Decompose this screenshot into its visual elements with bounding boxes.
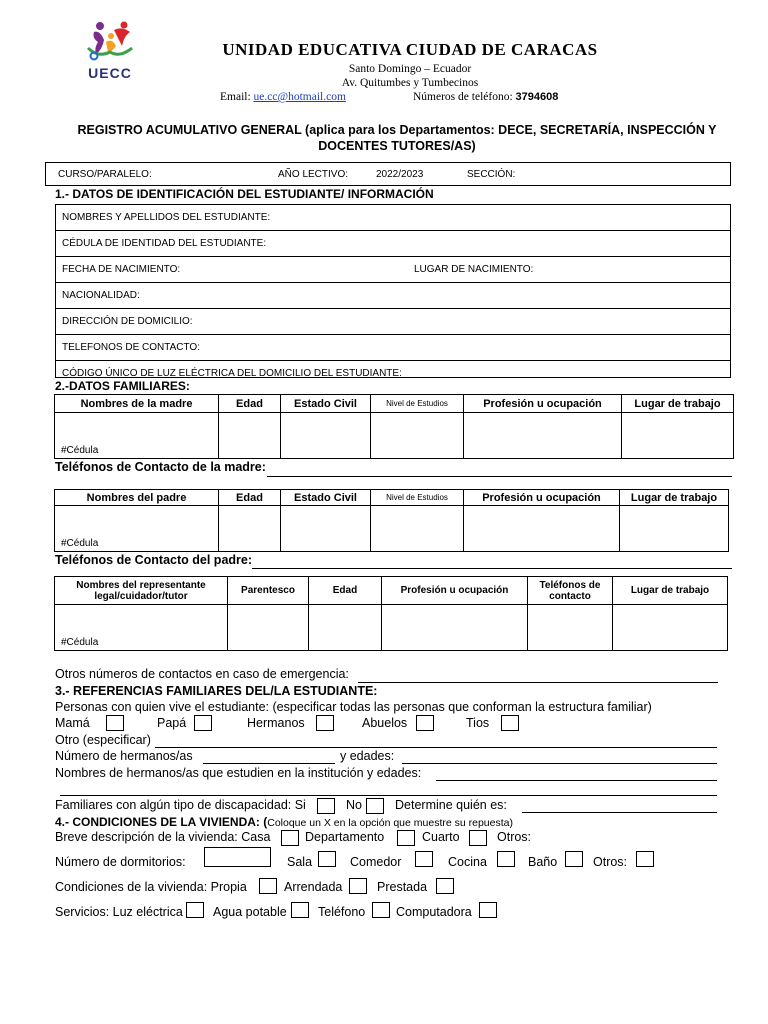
section2-title: 2.-DATOS FAMILIARES: — [55, 379, 190, 393]
agua-label: Agua potable — [213, 905, 287, 919]
mama-checkbox[interactable] — [106, 715, 124, 731]
anio-label: AÑO LECTIVO: — [278, 169, 349, 180]
section4-note: Coloque un X en la opción que muestre su repuesta) — [267, 817, 513, 829]
mother-estado-cell[interactable] — [281, 413, 371, 459]
father-col-estado: Estado Civil — [281, 490, 371, 506]
sala-label: Sala — [287, 855, 313, 869]
discapacidad-no-checkbox[interactable] — [366, 798, 384, 814]
comedor-label: Comedor — [350, 855, 402, 869]
casa-checkbox[interactable] — [281, 830, 299, 846]
propia-checkbox[interactable] — [259, 878, 277, 894]
father-col-nivel: Nivel de Estudios — [371, 490, 464, 506]
condiciones-label: Condiciones de la vivienda: Propia — [55, 880, 247, 894]
emergency-line[interactable] — [358, 682, 718, 683]
extra-line[interactable] — [60, 795, 717, 796]
prestada-checkbox[interactable] — [436, 878, 454, 894]
edades-label: y edades: — [340, 749, 395, 763]
computadora-label: Computadora — [396, 905, 472, 919]
dormitorios-input[interactable] — [204, 847, 271, 867]
papa-checkbox[interactable] — [194, 715, 212, 731]
father-estado-cell[interactable] — [281, 506, 371, 552]
logo-text: UECC — [88, 65, 132, 81]
edades-line[interactable] — [402, 763, 717, 764]
father-nivel-cell[interactable] — [371, 506, 464, 552]
rep-col-lugar: Lugar de trabajo — [613, 577, 728, 605]
field-telefonos[interactable]: TELEFONOS DE CONTACTO: — [56, 334, 730, 360]
opt-mama-label: Mamá — [55, 716, 90, 730]
luz-checkbox[interactable] — [186, 902, 204, 918]
lugar-nacimiento-label: LUGAR DE NACIMIENTO: — [414, 264, 534, 275]
email-label: Email: — [220, 91, 251, 103]
bano-checkbox[interactable] — [565, 851, 583, 867]
emergency-label: Otros números de contactos en caso de emergencia: — [55, 667, 349, 681]
father-edad-cell[interactable] — [219, 506, 281, 552]
nombres-hermanos-label: Nombres de hermanos/as que estudien en la institución y edades: — [55, 766, 422, 780]
rep-col-edad: Edad — [309, 577, 382, 605]
dormitorios-label: Número de dormitorios: — [55, 855, 186, 869]
bano-label: Baño — [528, 855, 558, 869]
field-nombres[interactable]: NOMBRES Y APELLIDOS DEL ESTUDIANTE: — [62, 212, 271, 223]
mother-col-nivel: Nivel de Estudios — [371, 395, 464, 413]
cuarto-checkbox[interactable] — [469, 830, 487, 846]
mother-col-profesion: Profesión u ocupación — [464, 395, 622, 413]
rep-col-parentesco: Parentesco — [228, 577, 309, 605]
father-col-edad: Edad — [219, 490, 281, 506]
computadora-checkbox[interactable] — [479, 902, 497, 918]
phone-line — [413, 91, 558, 103]
nombres-hermanos-line[interactable] — [436, 780, 717, 781]
comedor-checkbox[interactable] — [415, 851, 433, 867]
section4-title-row — [55, 813, 513, 831]
agua-checkbox[interactable] — [291, 902, 309, 918]
rep-parentesco-cell[interactable] — [228, 605, 309, 651]
father-phone-line[interactable] — [252, 568, 732, 569]
rep-telefonos-cell[interactable] — [528, 605, 613, 651]
mother-lugar-cell[interactable] — [622, 413, 734, 459]
otro-label: Otro (especificar) — [55, 733, 151, 747]
email-link[interactable]: ue.cc@hotmail.com — [253, 91, 346, 103]
abuelos-checkbox[interactable] — [416, 715, 434, 731]
telefono-label: Teléfono — [318, 905, 366, 919]
cuarto-label: Cuarto — [422, 830, 460, 844]
otro-line[interactable] — [155, 747, 717, 748]
email-line — [220, 91, 346, 103]
rooms-otros-label: Otros: — [593, 855, 628, 869]
rooms-otros-checkbox[interactable] — [636, 851, 654, 867]
discapacidad-si-checkbox[interactable] — [317, 798, 335, 814]
phone-label: Números de teléfono: — [413, 91, 513, 103]
father-profesion-cell[interactable] — [464, 506, 620, 552]
curso-label: CURSO/PARALELO: — [58, 169, 152, 180]
opt-papa-label: Papá — [157, 716, 187, 730]
mother-cedula-cell[interactable]: #Cédula — [55, 413, 219, 459]
mother-profesion-cell[interactable] — [464, 413, 622, 459]
header-line-2: Av. Quitumbes y Tumbecinos — [341, 77, 479, 89]
num-hermanos-line[interactable] — [203, 763, 335, 764]
father-lugar-cell[interactable] — [620, 506, 729, 552]
departamento-checkbox[interactable] — [397, 830, 415, 846]
rep-cedula-cell[interactable]: #Cédula — [55, 605, 228, 651]
anio-value: 2022/2023 — [376, 169, 424, 180]
field-fecha-nacimiento[interactable]: FECHA DE NACIMIENTO: LUGAR DE NACIMIENTO: — [56, 256, 730, 282]
mother-col-estado: Estado Civil — [281, 395, 371, 413]
prestada-label: Prestada — [377, 880, 428, 894]
mother-phone-label: Teléfonos de Contacto de la madre: — [55, 460, 266, 474]
mother-phone-line[interactable] — [267, 476, 732, 477]
father-table — [54, 489, 729, 552]
mother-col-edad: Edad — [219, 395, 281, 413]
mother-edad-cell[interactable] — [219, 413, 281, 459]
discapacidad-label: Familiares con algún tipo de discapacidad: Si — [55, 798, 306, 812]
header-line-1: Santo Domingo – Ecuador — [348, 63, 472, 75]
rep-col-profesion: Profesión u ocupación — [382, 577, 528, 605]
vivienda-otros-label: Otros: — [497, 830, 532, 844]
lives-with-label: Personas con quien vive el estudiante: (especificar todas las personas que conforman la estructura familiar) — [55, 700, 652, 714]
father-phone-label: Teléfonos de Contacto del padre: — [55, 553, 253, 567]
rep-profesion-cell[interactable] — [382, 605, 528, 651]
sala-checkbox[interactable] — [318, 851, 336, 867]
determine-line[interactable] — [522, 812, 717, 813]
rep-col-nombres: Nombres del representante legal/cuidador/tutor — [55, 577, 228, 605]
vivienda-label: Breve descripción de la vivienda: Casa — [55, 830, 271, 844]
section4-title: 4.- CONDICIONES DE LA VIVIENDA: ( — [55, 815, 268, 829]
school-title: UNIDAD EDUCATIVA CIUDAD DE CARACAS — [222, 40, 598, 59]
field-direccion[interactable]: DIRECCIÓN DE DOMICILIO: — [56, 308, 730, 334]
mother-table — [54, 394, 734, 459]
rep-col-telefonos: Teléfonos de contacto — [528, 577, 613, 605]
father-col-nombres: Nombres del padre — [55, 490, 219, 506]
servicios-label: Servicios: Luz eléctrica — [55, 905, 183, 919]
father-cedula-cell[interactable]: #Cédula — [55, 506, 219, 552]
father-col-profesion: Profesión u ocupación — [464, 490, 620, 506]
field-nacionalidad[interactable]: NACIONALIDAD: — [56, 282, 730, 308]
telefono-checkbox[interactable] — [372, 902, 390, 918]
mother-col-lugar: Lugar de trabajo — [622, 395, 734, 413]
seccion-label: SECCIÓN: — [467, 169, 516, 180]
tios-checkbox[interactable] — [501, 715, 519, 731]
section3-title: 3.- REFERENCIAS FAMILIARES DEL/LA ESTUDIANTE: — [55, 684, 378, 698]
determine-label: Determine quién es: — [395, 798, 507, 812]
opt-tios-label: Tios — [466, 716, 490, 730]
representative-table — [54, 576, 728, 651]
mother-nivel-cell[interactable] — [371, 413, 464, 459]
field-codigo-luz[interactable]: CÓDIGO ÚNICO DE LUZ ELÉCTRICA DEL DOMICILIO DEL ESTUDIANTE: — [56, 360, 730, 386]
rep-edad-cell[interactable] — [309, 605, 382, 651]
course-box — [45, 162, 731, 186]
field-cedula[interactable]: CÉDULA DE IDENTIDAD DEL ESTUDIANTE: — [56, 230, 730, 256]
num-hermanos-label: Número de hermanos/as — [55, 749, 193, 763]
rep-lugar-cell[interactable] — [613, 605, 728, 651]
mother-col-nombres: Nombres de la madre — [55, 395, 219, 413]
opt-hermanos-label: Hermanos — [247, 716, 305, 730]
section1-title: 1.- DATOS DE IDENTIFICACIÓN DEL ESTUDIANTE/ INFORMACIÓN — [55, 187, 434, 201]
father-col-lugar: Lugar de trabajo — [620, 490, 729, 506]
departamento-label: Departamento — [305, 830, 385, 844]
student-id-box — [55, 204, 731, 378]
hermanos-checkbox[interactable] — [316, 715, 334, 731]
cocina-label: Cocina — [448, 855, 487, 869]
opt-abuelos-label: Abuelos — [362, 716, 408, 730]
arrendada-checkbox[interactable] — [349, 878, 367, 894]
arrendada-label: Arrendada — [284, 880, 343, 894]
phone-number: 3794608 — [515, 91, 559, 103]
cocina-checkbox[interactable] — [497, 851, 515, 867]
registro-title: REGISTRO ACUMULATIVO GENERAL (aplica para los Departamentos: DECE, SECRETARÍA, INSPECCIÓN Y DOCENTES TUTORES/AS) — [77, 123, 717, 153]
discapacidad-no-label: No — [346, 798, 362, 812]
